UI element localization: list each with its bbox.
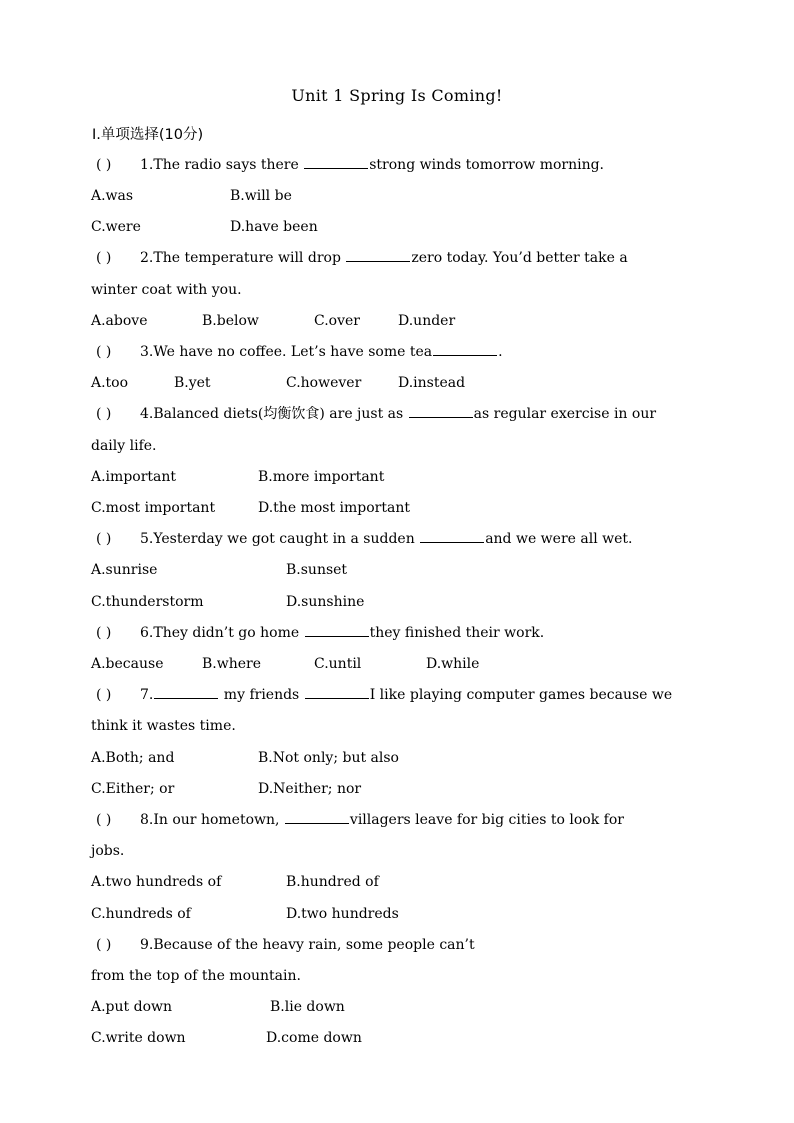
answer-blank: [420, 530, 484, 543]
option-a: A.two hundreds of: [91, 874, 222, 890]
question-8-continuation: jobs.: [91, 843, 125, 859]
answer-bracket[interactable]: ( ): [96, 687, 112, 703]
option-c: C.over: [314, 313, 360, 329]
option-a: A.Both; and: [91, 750, 175, 766]
page-title: Unit 1 Spring Is Coming!: [291, 86, 503, 105]
option-d: D.have been: [230, 219, 318, 235]
option-a: A.was: [91, 188, 134, 204]
answer-blank: [305, 624, 369, 637]
question-9-continuation: from the top of the mountain.: [91, 968, 301, 984]
option-b: B.Not only; but also: [258, 750, 399, 766]
answer-bracket[interactable]: ( ): [96, 406, 112, 422]
question-8-text-start: 8.In our hometown,: [140, 812, 284, 828]
answer-bracket[interactable]: ( ): [96, 250, 112, 266]
option-d: D.come down: [266, 1030, 362, 1046]
option-b: B.lie down: [270, 999, 345, 1015]
answer-bracket[interactable]: ( ): [96, 625, 112, 641]
question-7-text-start: 7.: [140, 687, 154, 703]
question-7-text-middle: my friends: [219, 687, 304, 703]
option-d: D.two hundreds: [286, 906, 399, 922]
answer-blank: [304, 156, 368, 169]
answer-bracket[interactable]: ( ): [96, 812, 112, 828]
question-4: [96, 405, 656, 423]
option-b: B.more important: [258, 469, 385, 485]
option-d: D.sunshine: [286, 594, 365, 610]
question-5-text-end: and we were all wet.: [485, 531, 633, 547]
option-c: C.hundreds of: [91, 906, 191, 922]
option-d: D.under: [398, 313, 456, 329]
option-c: C.were: [91, 219, 141, 235]
answer-blank: [346, 249, 410, 262]
option-b: B.below: [202, 313, 259, 329]
option-a: A.too: [91, 375, 129, 391]
question-5: [96, 530, 632, 548]
question-3-text-end: .: [498, 344, 503, 360]
answer-blank: [433, 343, 497, 356]
option-d: D.Neither; nor: [258, 781, 362, 797]
answer-blank-1: [154, 686, 218, 699]
question-2-text-end: zero today. You’d better take a: [411, 250, 628, 266]
answer-bracket[interactable]: ( ): [96, 531, 112, 547]
question-4-text-start: 4.Balanced diets(均衡饮食) are just as: [140, 406, 408, 422]
option-c: C.however: [286, 375, 362, 391]
question-7-continuation: think it wastes time.: [91, 718, 236, 734]
answer-bracket[interactable]: ( ): [96, 344, 112, 360]
question-7-text-end: I like playing computer games because we: [369, 687, 673, 703]
question-6-text-start: 6.They didn’t go home: [140, 625, 304, 641]
answer-bracket[interactable]: ( ): [96, 937, 112, 953]
option-d: D.instead: [398, 375, 466, 391]
question-2: [96, 249, 628, 267]
question-1: [96, 156, 604, 174]
question-2-continuation: winter coat with you.: [91, 282, 242, 298]
question-9-text: 9.Because of the heavy rain, some people can’t: [140, 937, 475, 953]
question-4-continuation: daily life.: [91, 438, 157, 454]
question-9: [96, 936, 475, 954]
option-c: C.write down: [91, 1030, 186, 1046]
option-c: C.thunderstorm: [91, 594, 204, 610]
question-6-text-end: they finished their work.: [369, 625, 545, 641]
question-5-text-start: 5.Yesterday we got caught in a sudden: [140, 531, 420, 547]
question-1-text-start: 1.The radio says there: [140, 157, 304, 173]
option-d: D.the most important: [258, 500, 410, 516]
answer-blank: [409, 405, 473, 418]
answer-blank-2: [305, 686, 369, 699]
option-b: B.sunset: [286, 562, 348, 578]
option-a: A.important: [91, 469, 177, 485]
option-c: C.Either; or: [91, 781, 175, 797]
option-a: A.because: [91, 656, 164, 672]
option-b: B.will be: [230, 188, 292, 204]
section-heading: Ⅰ.单项选择(10分): [92, 127, 204, 143]
question-6: [96, 624, 544, 642]
question-1-text-end: strong winds tomorrow morning.: [369, 157, 605, 173]
option-c: C.until: [314, 656, 362, 672]
question-8-text-end: villagers leave for big cities to look for: [349, 812, 624, 828]
option-a: A.sunrise: [91, 562, 158, 578]
option-b: B.hundred of: [286, 874, 379, 890]
option-a: A.put down: [91, 999, 173, 1015]
answer-blank: [285, 811, 349, 824]
question-7: [96, 686, 672, 704]
option-d: D.while: [426, 656, 480, 672]
question-3-text-start: 3.We have no coffee. Let’s have some tea: [140, 344, 433, 360]
answer-bracket[interactable]: ( ): [96, 157, 112, 173]
question-4-text-end: as regular exercise in our: [473, 406, 657, 422]
option-c: C.most important: [91, 500, 216, 516]
option-b: B.where: [202, 656, 262, 672]
option-a: A.above: [91, 313, 148, 329]
question-3: [96, 343, 503, 361]
question-2-text-start: 2.The temperature will drop: [140, 250, 346, 266]
option-b: B.yet: [174, 375, 211, 391]
question-8: [96, 811, 624, 829]
